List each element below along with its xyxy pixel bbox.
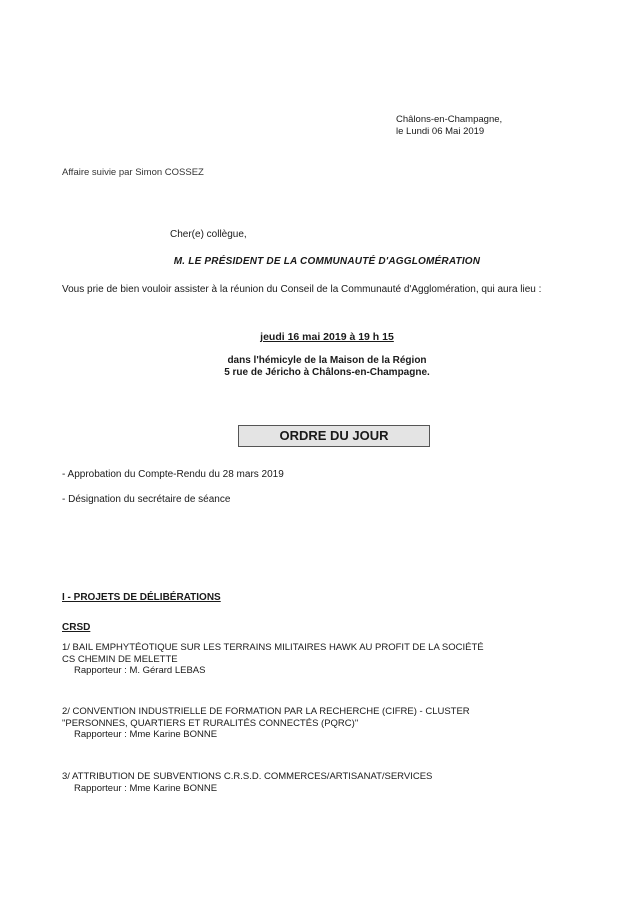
location-line: Châlons-en-Champagne, [396, 114, 503, 125]
agenda-item-rapporteur: Rapporteur : M. Gérard LEBAS [74, 665, 206, 676]
agenda-item [62, 642, 582, 677]
agenda-title-box: ORDRE DU JOUR [238, 425, 430, 447]
agenda-item [62, 706, 582, 741]
meeting-place [62, 355, 592, 379]
greeting: Cher(e) collègue, [170, 229, 247, 240]
agenda-item-rapporteur: Rapporteur : Mme Karine BONNE [74, 729, 218, 740]
letter-date-block [396, 114, 596, 138]
agenda-item [62, 771, 582, 794]
agenda-item-title: 2/ CONVENTION INDUSTRIELLE DE FORMATION PAR LA RECHERCHE (CIFRE) - CLUSTER [62, 706, 470, 717]
agenda-item-title-cont: CS CHEMIN DE MELETTE [62, 653, 178, 665]
agenda-item-title-cont: "PERSONNES, QUARTIERS ET RURALITÉS CONNECTÉS (PQRC)" [62, 717, 359, 729]
affaire-suivie: Affaire suivie par Simon COSSEZ [62, 167, 204, 178]
agenda-item-title: 3/ ATTRIBUTION DE SUBVENTIONS C.R.S.D. COMMERCES/ARTISANAT/SERVICES [62, 771, 433, 782]
place-line-2: 5 rue de Jéricho à Châlons-en-Champagne. [224, 367, 430, 378]
place-line-1: dans l'hémicyle de la Maison de la Région [227, 355, 427, 366]
agenda-item-title: 1/ BAIL EMPHYTÉOTIQUE SUR LES TERRAINS MILITAIRES HAWK AU PROFIT DE LA SOCIÉTÉ [62, 642, 484, 653]
preliminary-item: - Désignation du secrétaire de séance [62, 494, 231, 505]
sender-title: M. LE PRÉSIDENT DE LA COMMUNAUTÉ D'AGGLOMÉRATION [173, 256, 481, 267]
agenda-item-rapporteur: Rapporteur : Mme Karine BONNE [74, 782, 218, 794]
subsection-title: CRSD [62, 622, 91, 633]
meeting-date: jeudi 16 mai 2019 à 19 h 15 [260, 331, 394, 343]
section-title: I - PROJETS DE DÉLIBÉRATIONS [62, 592, 221, 603]
preliminary-item: - Approbation du Compte-Rendu du 28 mars 2019 [62, 469, 284, 480]
date-line: le Lundi 06 Mai 2019 [396, 126, 485, 137]
invitation-text: Vous prie de bien vouloir assister à la réunion du Conseil de la Communauté d'Agglomération, qui aura lieu : [62, 284, 542, 295]
